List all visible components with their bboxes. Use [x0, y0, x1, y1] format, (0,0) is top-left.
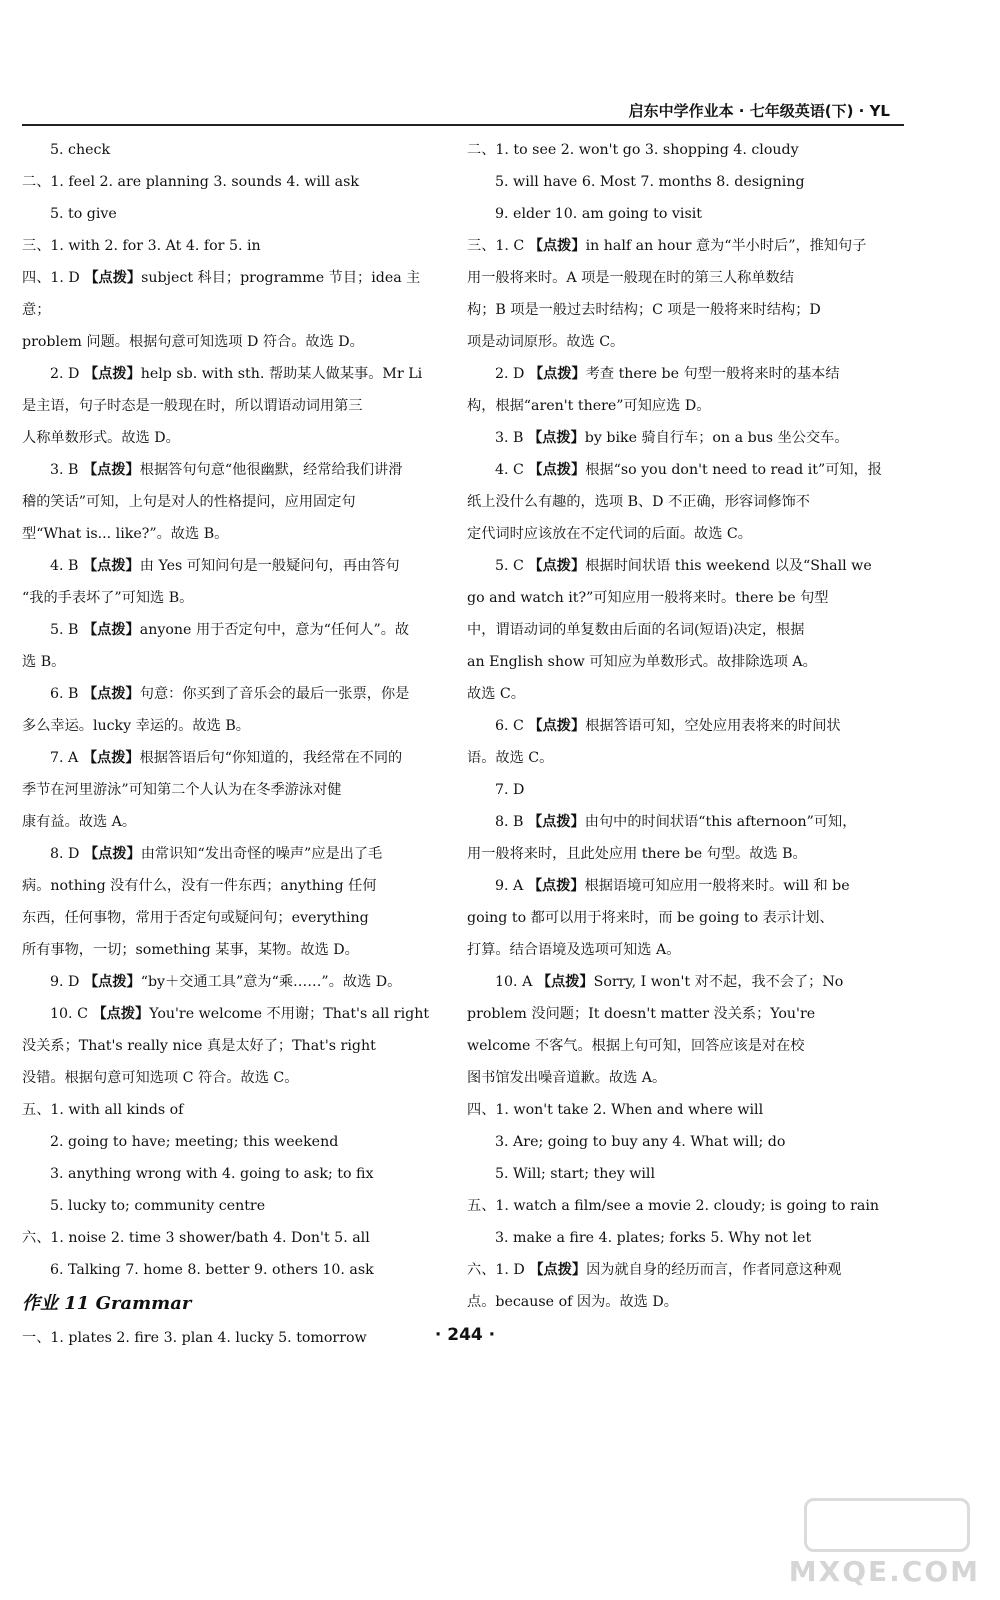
answer-line: 打算。结合语境及选项可知选 A。: [467, 942, 681, 958]
answer-explanation: You're welcome 不用谢；That's all right: [149, 1006, 430, 1022]
answer-number: 5. C: [495, 558, 529, 574]
answer-line: 6. Talking 7. home 8. better 9. others 10. ask: [50, 1262, 374, 1278]
answer-line: 所有事物，一切；something 某事，某物。故选 D。: [22, 942, 359, 958]
answer-line: 中，谓语动词的单复数由后面的名词(短语)决定，根据: [467, 622, 805, 638]
answer-line: 构；B 项是一般过去时结构；C 项是一般将来时结构；D: [467, 302, 821, 318]
answer-explanation: 根据语境可知应用一般将来时。will 和 be: [584, 878, 850, 894]
answer-line: 7. D: [495, 782, 525, 798]
answer-line: [22, 998, 447, 1030]
answer-number: 3. B: [50, 462, 83, 478]
answer-line: 3. anything wrong with 4. going to ask; to fix: [50, 1166, 374, 1182]
answer-line: welcome 不客气。根据上句可知，回答应该是对在校: [467, 1038, 805, 1054]
answer-line: [22, 550, 447, 582]
answer-line: 人称单数形式。故选 D。: [22, 430, 180, 446]
answer-line: 康有益。故选 A。: [22, 814, 137, 830]
answer-line: 9. elder 10. am going to visit: [495, 206, 702, 222]
hint-tag: 【点拨】: [528, 462, 586, 478]
answer-line: 故选 C。: [467, 686, 525, 702]
hint-tag: 【点拨】: [527, 878, 585, 894]
answer-line: 三、1. with 2. for 3. At 4. for 5. in: [22, 238, 261, 254]
answer-line: 五、1. with all kinds of: [22, 1102, 184, 1118]
answer-number: 7. A: [50, 750, 83, 766]
answer-line: 点。because of 因为。故选 D。: [467, 1294, 678, 1310]
hint-tag: 【点拨】: [82, 750, 140, 766]
answer-explanation: 根据答句句意“他很幽默，经常给我们讲滑: [139, 462, 403, 478]
page-number: · 244 ·: [434, 1325, 496, 1345]
answer-line: 没错。根据句意可知选项 C 符合。故选 C。: [22, 1070, 299, 1086]
answer-number: 3. B: [495, 430, 528, 446]
answer-line: 型“What is... like?”。故选 B。: [22, 526, 229, 542]
answer-explanation: help sb. with sth. 帮助某人做某事。Mr Li: [140, 366, 423, 382]
answer-line: 多么幸运。lucky 幸运的。故选 B。: [22, 718, 250, 734]
answer-line: 东西，任何事物，常用于否定句或疑问句；everything: [22, 910, 369, 926]
left-column: [22, 134, 447, 1354]
answer-number: 10. A: [495, 974, 537, 990]
answer-explanation: by bike 骑自行车；on a bus 坐公交车。: [584, 430, 849, 446]
answer-line: [467, 230, 897, 262]
answer-number: 4. C: [495, 462, 529, 478]
answer-line: [22, 678, 447, 710]
answer-line: 二、1. to see 2. won't go 3. shopping 4. cloudy: [467, 142, 799, 158]
answer-line: 5. to give: [50, 206, 117, 222]
answer-line: 没关系；That's really nice 真是太好了；That's right: [22, 1038, 376, 1054]
answer-line: 二、1. feel 2. are planning 3. sounds 4. will ask: [22, 174, 359, 190]
answer-line: problem 问题。根据句意可知选项 D 符合。故选 D。: [22, 334, 364, 350]
answer-line: [22, 966, 447, 998]
answer-line: 是主语，句子时态是一般现在时，所以谓语动词用第三: [22, 398, 363, 414]
hint-tag: 【点拨】: [92, 1006, 150, 1022]
answer-line: 季节在河里游泳”可知第二个人认为在冬季游泳对健: [22, 782, 342, 798]
answer-line: [467, 806, 897, 838]
answer-line: [22, 614, 447, 646]
answer-line: [22, 742, 447, 774]
answer-line: 语。故选 C。: [467, 750, 554, 766]
answer-number: 6. C: [495, 718, 529, 734]
right-column: [467, 134, 897, 1318]
answer-line: go and watch it?”可知应用一般将来时。there be 句型: [467, 590, 829, 606]
answer-explanation: 由 Yes 可知问句是一般疑问句，再由答句: [139, 558, 400, 574]
header-rule: [22, 124, 904, 126]
answer-number: 8. B: [495, 814, 528, 830]
answer-line: 5. check: [50, 142, 111, 158]
answer-line: [22, 262, 447, 326]
answer-line: going to 都可以用于将来时，而 be going to 表示计划、: [467, 910, 834, 926]
answer-line: 3. make a fire 4. plates; forks 5. Why not let: [495, 1230, 812, 1246]
answer-number: 8. D: [50, 846, 84, 862]
hint-tag: 【点拨】: [528, 558, 586, 574]
answer-line: 选 B。: [22, 654, 66, 670]
answer-number: 6. B: [50, 686, 83, 702]
answer-line: [467, 870, 897, 902]
answer-explanation: 根据答语可知，空处应用表将来的时间状: [585, 718, 841, 734]
hint-tag: 【点拨】: [536, 974, 594, 990]
hint-tag: 【点拨】: [527, 814, 585, 830]
answer-number: 三、1. C: [467, 238, 529, 254]
answer-line: 用一般将来时。A 项是一般现在时的第三人称单数结: [467, 270, 794, 286]
answer-line: [467, 966, 897, 998]
section-heading: 作业 11 Grammar: [22, 1293, 192, 1314]
answer-line: [467, 422, 897, 454]
answer-line: 稽的笑话”可知，上句是对人的性格提问，应用固定句: [22, 494, 356, 510]
hint-tag: 【点拨】: [528, 238, 586, 254]
hint-tag: 【点拨】: [82, 622, 140, 638]
answer-explanation: 根据答语后句“你知道的，我经常在不同的: [139, 750, 403, 766]
hint-tag: 【点拨】: [528, 366, 586, 382]
hint-tag: 【点拨】: [82, 686, 140, 702]
answer-explanation: 考查 there be 句型一般将来时的基本结: [585, 366, 840, 382]
answer-line: 5. will have 6. Most 7. months 8. designing: [495, 174, 805, 190]
answer-explanation: 由句中的时间状语“this afternoon”可知，: [584, 814, 857, 830]
hint-tag: 【点拨】: [82, 462, 140, 478]
answer-number: 5. B: [50, 622, 83, 638]
hint-tag: 【点拨】: [83, 974, 141, 990]
hint-tag: 【点拨】: [83, 846, 141, 862]
answer-line: [467, 454, 897, 486]
answer-number: 四、1. D: [22, 270, 85, 286]
answer-line: 四、1. won't take 2. When and where will: [467, 1102, 764, 1118]
answer-explanation: “by＋交通工具”意为“乘……”。故选 D。: [140, 974, 402, 990]
answer-line: 项是动词原形。故选 C。: [467, 334, 625, 350]
answer-line: 2. going to have; meeting; this weekend: [50, 1134, 339, 1150]
answer-number: 2. D: [50, 366, 84, 382]
watermark-logo: [790, 1498, 980, 1588]
answer-number: 9. D: [50, 974, 84, 990]
answer-line: 5. Will; start; they will: [495, 1166, 656, 1182]
page-header: 启东中学作业本 · 七年级英语(下) · YL: [628, 102, 890, 120]
watermark-text: MXQE.COM: [788, 1555, 980, 1588]
answer-line: 图书馆发出噪音道歉。故选 A。: [467, 1070, 667, 1086]
answer-line: [467, 710, 897, 742]
answer-line: 用一般将来时，且此处应用 there be 句型。故选 B。: [467, 846, 807, 862]
answer-line: 3. Are; going to buy any 4. What will; do: [495, 1134, 786, 1150]
answer-explanation: 根据时间状语 this weekend 以及“Shall we: [585, 558, 872, 574]
answer-line: [22, 838, 447, 870]
answer-line: [22, 358, 447, 390]
hint-tag: 【点拨】: [529, 1262, 587, 1278]
answer-explanation: subject 科目；programme 节目；idea 主意；: [22, 270, 421, 318]
answer-line: an English show 可知应为单数形式。故排除选项 A。: [467, 654, 817, 670]
answer-line: 定代词时应该放在不定代词的后面。故选 C。: [467, 526, 752, 542]
hint-tag: 【点拨】: [528, 718, 586, 734]
answer-line: 纸上没什么有趣的，选项 B、D 不正确，形容词修饰不: [467, 494, 810, 510]
answer-explanation: 句意：你买到了音乐会的最后一张票，你是: [139, 686, 410, 702]
answer-explanation: 根据“so you don't need to read it”可知，报: [585, 462, 882, 478]
answer-explanation: Sorry, I won't 对不起，我不会了；No: [593, 974, 844, 990]
answer-number: 9. A: [495, 878, 528, 894]
answer-explanation: 因为就自身的经历而言，作者同意这种观: [586, 1262, 842, 1278]
answer-line: [22, 454, 447, 486]
answer-explanation: 由常识知“发出奇怪的噪声”应是出了毛: [140, 846, 383, 862]
hint-tag: 【点拨】: [82, 558, 140, 574]
answer-line: 构，根据“aren't there”可知应选 D。: [467, 398, 711, 414]
answer-explanation: anyone 用于否定句中，意为“任何人”。故: [139, 622, 410, 638]
answer-line: 五、1. watch a film/see a movie 2. cloudy; is going to rain: [467, 1198, 880, 1214]
answer-line: 六、1. noise 2. time 3 shower/bath 4. Don't 5. all: [22, 1230, 370, 1246]
answer-line: [467, 1254, 897, 1286]
answer-line: “我的手表坏了”可知选 B。: [22, 590, 194, 606]
answer-line: [467, 358, 897, 390]
answer-explanation: in half an hour 意为“半小时后”，推知句子: [585, 238, 867, 254]
answer-line: [467, 550, 897, 582]
answer-number: 10. C: [50, 1006, 93, 1022]
watermark-badge: [804, 1498, 970, 1552]
hint-tag: 【点拨】: [527, 430, 585, 446]
answer-line: 5. lucky to; community centre: [50, 1198, 266, 1214]
answer-number: 2. D: [495, 366, 529, 382]
answer-number: 4. B: [50, 558, 83, 574]
answer-line: 病。nothing 没有什么，没有一件东西；anything 任何: [22, 878, 377, 894]
answer-number: 六、1. D: [467, 1262, 530, 1278]
answer-line: problem 没问题；It doesn't matter 没关系；You're: [467, 1006, 816, 1022]
hint-tag: 【点拨】: [83, 366, 141, 382]
hint-tag: 【点拨】: [84, 270, 142, 286]
answer-line: 一、1. plates 2. fire 3. plan 4. lucky 5. tomorrow: [22, 1330, 367, 1346]
